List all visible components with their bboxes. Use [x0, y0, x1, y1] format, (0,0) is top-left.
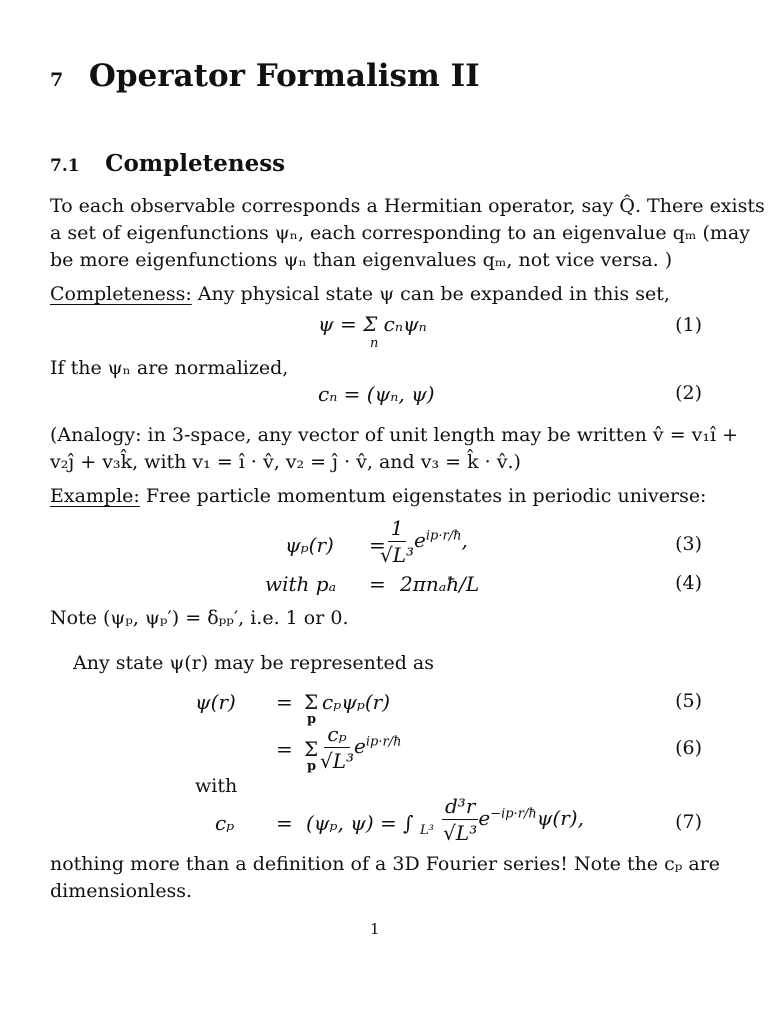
eq6-sum-index: p [307, 759, 317, 774]
section-title: Operator Formalism II [88, 58, 480, 94]
eq5-sum-index: p [307, 712, 317, 727]
subsection-heading [50, 150, 285, 177]
closing-line1: nothing more than a definition of a 3D Fourier series! Note the cₚ are [50, 853, 721, 875]
eq7-number: (7) [675, 811, 702, 833]
eq5-number: (5) [675, 690, 702, 712]
eq6-equals: = [276, 737, 293, 761]
eq5-rhs: cₚψₚ(r) [322, 690, 391, 714]
eq7-tail: ψ(r), [536, 806, 584, 830]
completeness-text: Any physical state ψ can be expanded in this set, [191, 283, 670, 305]
eq7-lhs: cₚ [215, 811, 235, 835]
eq5-sum: Σ [304, 690, 319, 714]
example-line [50, 483, 706, 509]
eq2-expression: cₙ = (ψₙ, ψ) [318, 382, 435, 406]
eq6-denominator: √L³ [320, 749, 355, 773]
eq3-tail: , [461, 528, 468, 552]
anystate-line: Any state ψ(r) may be represented as [73, 652, 434, 674]
eq4-number: (4) [675, 572, 702, 594]
eq1-expression: ψ = Σ cₙψₙ [318, 312, 427, 336]
eq3-exponent: ip·r/ħ [425, 528, 462, 544]
eq3-number: (3) [675, 533, 702, 555]
normalized-line: If the ψₙ are normalized, [50, 357, 289, 379]
completeness-line [50, 281, 670, 307]
eq6-exponent: ip·r/ħ [365, 734, 402, 750]
eq7-integral-domain: L³ [420, 823, 434, 838]
analogy-line1: (Analogy: in 3-space, any vector of unit length may be written v̂ = v₁î + [50, 424, 739, 446]
eq3-rhs [380, 517, 468, 566]
equation-5 [50, 690, 702, 726]
eq7-equals: = [276, 811, 293, 835]
eq7-denominator: √L³ [443, 821, 478, 845]
eq4-equals: = [369, 572, 386, 596]
para1-line2: a set of eigenfunctions ψₙ, each corresponding to an eigenvalue qₘ (may [50, 222, 750, 244]
equation-7 [50, 795, 702, 851]
section-heading [50, 58, 480, 94]
eq6-number: (6) [675, 737, 702, 759]
eq7-rhs1: (ψₚ, ψ) = ∫ [306, 811, 414, 835]
eq7-numerator: d³r [442, 795, 478, 820]
equation-2 [50, 382, 702, 410]
eq3-denominator: √L³ [380, 543, 415, 567]
eq7-exp-base: e [478, 806, 491, 830]
equation-3 [50, 517, 702, 573]
para1-line1: To each observable corresponds a Hermitian operator, say Q̂. There exists [50, 195, 765, 217]
equation-1 [50, 312, 702, 351]
closing-line2: dimensionless. [50, 880, 193, 902]
analogy-line2: v₂ĵ + v₃k̂, with v₁ = î · v̂, v₂ = ĵ · v̂, and v₃ = k̂ · v̂.) [50, 451, 521, 473]
eq1-sum-index: n [370, 336, 379, 351]
page-number: 1 [370, 920, 380, 938]
eq3-numerator: 1 [388, 517, 407, 542]
para1-line3: be more eigenfunctions ψₙ than eigenvalues qₘ, not vice versa. ) [50, 249, 673, 271]
eq6-exp-base: e [354, 734, 366, 758]
eq3-equals: = [369, 533, 386, 557]
eq7-exponent: −ip·r/ħ [490, 806, 537, 822]
completeness-label: Completeness: [50, 283, 192, 305]
eq6-sum: Σ [304, 737, 319, 761]
equation-6 [50, 723, 702, 775]
with-label: with [195, 775, 238, 797]
eq4-lhs: with pₐ [265, 572, 337, 596]
eq5-lhs: ψ(r) [195, 690, 236, 714]
eq2-number: (2) [675, 382, 702, 404]
subsection-title: Completeness [105, 150, 286, 177]
note-line: Note (ψₚ, ψₚ′) = δₚₚ′, i.e. 1 or 0. [50, 607, 349, 629]
eq3-exp-base: e [414, 528, 426, 552]
eq6-numerator: cₚ [324, 723, 349, 748]
subsection-number: 7.1 [50, 156, 80, 176]
eq6-rhs [320, 723, 401, 772]
example-label: Example: [50, 485, 140, 507]
section-number: 7 [50, 69, 64, 91]
equation-4 [50, 572, 702, 600]
eq7-rhs2 [442, 795, 584, 844]
eq5-equals: = [276, 690, 293, 714]
eq4-rhs: 2πnₐħ/L [400, 572, 480, 596]
eq1-number: (1) [675, 314, 702, 336]
eq3-lhs: ψₚ(r) [285, 533, 334, 557]
example-text: Free particle momentum eigenstates in periodic universe: [139, 485, 707, 507]
